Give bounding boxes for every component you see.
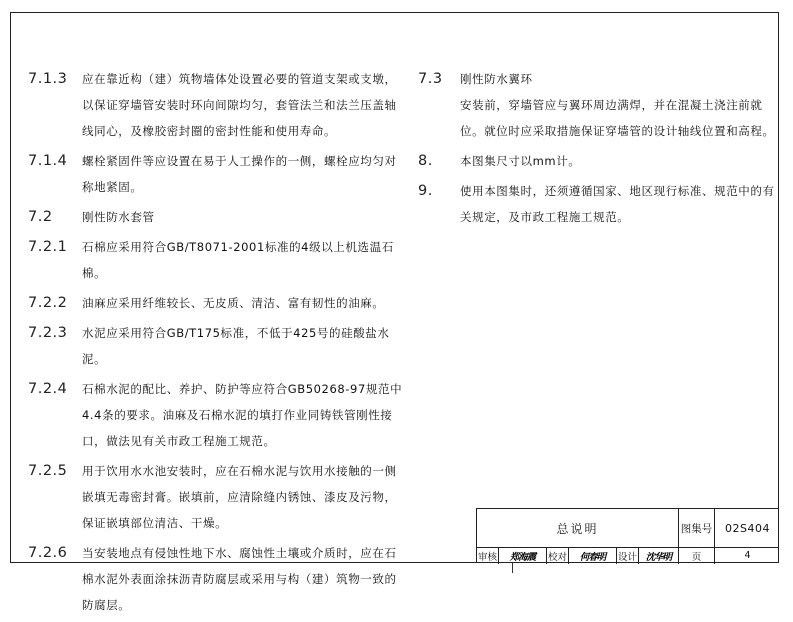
section-number: 9.	[418, 183, 433, 199]
title-block	[476, 508, 779, 563]
section-text: 油麻应采用纤维较长、无皮质、清洁、富有韧性的油麻。	[82, 296, 385, 310]
section-text: 螺栓紧固件等应设置在易于人工操作的一侧，螺栓应均匀对称地紧固。	[82, 154, 397, 194]
section-7-2-6	[28, 540, 403, 618]
section-number: 7.2.3	[28, 325, 68, 341]
section-text: 应在靠近构（建）筑物墙体处设置必要的管道支架或支墩，以保证穿墙管安装时环向间隙均匀，套管法兰和法兰压盖轴线同心，及橡胶密封圈的密封性能和使用寿命。	[82, 72, 397, 138]
page-number: 4	[744, 550, 751, 561]
section-7-3	[418, 66, 778, 144]
section-7-2-4	[28, 376, 403, 454]
atlas-number: 02S404	[725, 521, 770, 535]
section-number: 7.1.3	[28, 71, 68, 87]
page-label: 页	[679, 547, 715, 564]
review-label: 审核	[477, 547, 499, 564]
section-number: 7.1.4	[28, 153, 68, 169]
right-column	[418, 66, 778, 234]
design-label: 设计	[617, 547, 639, 564]
section-number: 7.2.5	[28, 463, 68, 479]
section-text: 石棉应采用符合GB/T8071-2001标准的4级以上机选温石棉。	[82, 240, 394, 280]
section-text: 石棉水泥的配比、养护、防护等应符合GB50268-97规范中4.4条的要求。油麻及石棉水泥的填打作业同铸铁管刚性接口，做法见有关市政工程施工规范。	[82, 382, 403, 448]
section-7-2-1	[28, 234, 403, 286]
crop-mark	[512, 563, 513, 573]
section-number: 7.2.2	[28, 295, 68, 311]
section-7-2	[28, 204, 403, 230]
section-7-2-3	[28, 320, 403, 372]
atlas-label: 图集号	[679, 509, 715, 547]
section-7-1-4	[28, 148, 403, 200]
section-7-2-5	[28, 458, 403, 536]
section-number: 7.3	[418, 71, 443, 87]
check-signature: 何春明	[569, 547, 617, 564]
signature-row	[477, 547, 779, 564]
section-number: 7.2.4	[28, 381, 68, 397]
section-text: 水泥应采用符合GB/T175标准，不低于425号的硅酸盐水泥。	[82, 326, 390, 366]
section-heading: 刚性防水翼环	[460, 72, 533, 86]
section-text: 本图集尺寸以mm计。	[460, 154, 581, 168]
check-label: 校对	[547, 547, 569, 564]
design-signature: 沈华明	[639, 547, 679, 564]
section-text: 用于饮用水水池安装时，应在石棉水泥与饮用水接触的一侧嵌填无毒密封膏。嵌填前，应清除缝内锈蚀、漆皮及污物，保证嵌填部位清洁、干燥。	[82, 464, 397, 530]
section-number: 7.2.6	[28, 545, 68, 561]
section-heading: 刚性防水套管	[82, 210, 155, 224]
section-8	[418, 148, 778, 174]
review-signature: 郑海震	[499, 547, 547, 564]
section-7-1-3	[28, 66, 403, 144]
section-text: 使用本图集时，还须遵循国家、地区现行标准、规范中的有关规定，及市政工程施工规范。	[460, 184, 775, 224]
section-text: 安装前，穿墙管应与翼环周边满焊，并在混凝土浇注前就位。就位时应采取措施保证穿墙管的设计轴线位置和高程。	[460, 98, 775, 138]
section-7-2-2	[28, 290, 403, 316]
section-number: 7.2.1	[28, 239, 68, 255]
section-text: 当安装地点有侵蚀性地下水、腐蚀性土壤或介质时，应在石棉水泥外表面涂抹沥青防腐层或采用与构（建）筑物一致的防腐层。	[82, 546, 397, 612]
section-number: 8.	[418, 153, 433, 169]
left-column	[28, 66, 403, 622]
title-row	[477, 509, 779, 548]
drawing-title: 总说明	[477, 509, 679, 547]
section-9	[418, 178, 778, 230]
section-number: 7.2	[28, 209, 53, 225]
